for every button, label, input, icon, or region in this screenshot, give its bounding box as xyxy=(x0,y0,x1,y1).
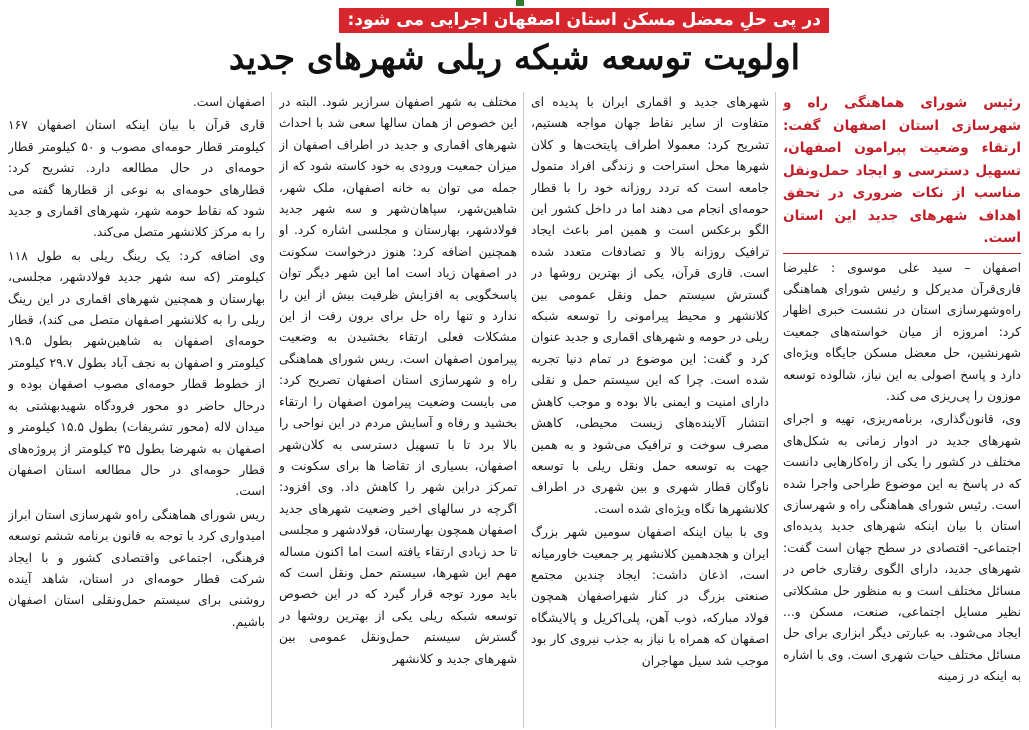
article-column-2 xyxy=(531,92,769,730)
article-column-4 xyxy=(8,92,265,730)
article-columns xyxy=(8,92,1021,730)
headline: اولویت توسعه شبکه ریلی شهرهای جدید xyxy=(228,38,801,78)
column-divider xyxy=(523,92,524,728)
kicker-label: در پی حلِ معضل مسکن استان اصفهان اجرایی می شود: xyxy=(339,8,829,33)
paragraph: قاری قرآن با بیان اینکه استان اصفهان ۱۶۷ کیلومتر قطار حومه‌ای مصوب و ۵۰ کیلومتر قطار حومه‌ای در حال مطالعه دارد. تشریح کرد: قطارهای حومه‌ای به نوعی از قطارها گفته می شود که نقاط حومه شهر، شهرهای اقماری و جدید را به مرکز کلانشهر متصل می‌کند. xyxy=(8,118,265,240)
article-column-1 xyxy=(783,92,1021,730)
paragraph: ریس شورای هماهنگی راه‌و شهرسازی استان ابراز امیدواری کرد با توجه به قانون برنامه ششم توسعه فرهنگی، اجتماعی واقتصادی کشور و با ایجاد شرکت قطار حومه‌ای در استان، شاهد آینده روشنی برای سیستم حمل‌ونقلی استان اصفهان باشیم. xyxy=(8,507,265,629)
paragraph: وی، قانون‌گذاری، برنامه‌ریزی، تهیه و اجرای شهرهای جدید در ادوار زمانی به شکل‌های مختلف در کشور را یکی از راه‌کارهایی دانست که در پاسخ به این موضوع طراحی واجرا شده است. رئیس شورای هماهنگی راه و شهرسازی استان با بیان اینکه شهرهای جدید پدیده‌ای اجتماعی- اقتصادی در سطح جهان است گفت: شهرهای جدید، دارای الگوی رفتاری خاص در مسائل مختلف است و به منظور حل مشکلاتی نظیر مسایل اجتماعی، صنعت، مسکن و... ایجاد می‌شود. به عبارتی دیگر ابزاری برای حل مسائل مختلف حیات شهری است. وی با اشاره به اینکه در زمینه xyxy=(783,412,1021,684)
article-column-3 xyxy=(279,92,517,730)
paragraph: اصفهان – سید علی موسوی : علیرضا قاری‌قرآن مدیرکل و رئیس شورای هماهنگی راه‌وشهرسازی استان در نشست خبری اظهار کرد: امروزه از میان خواسته‌های جمعیت شهرنشین، حل معضل مسکن جایگاه ویژه‌ای دارد و پاسخ اصولی به این نیاز، شالوده توسعه موزون را پی‌ریزی می کند. xyxy=(783,260,1021,403)
paragraph: شهرهای جدید و اقماری ایران با پدیده ای متفاوت از سایر نقاط جهان مواجه هستیم، تشریح کرد: معمولا اطراف پایتخت‌ها و کلان شهرها محل استراحت و زندگی افراد متمول جامعه است که تردد روزانه خود را با قطار حومه‌ای انجام می دهند اما در داخل کشور این الگو برعکس است و همین امر باعث ایجاد ترافیک روزانه بالا و تصادفات متعدد شده است. قاری قرآن، یکی از بهترین روشها در گسترش سیستم حمل ونقل عمومی بین کلانشهر و محیط پیرامونی را توسعه شبکه ریلی در حومه و شهرهای اقماری و جدید عنوان کرد و گفت: این موضوع در تمام دنیا تجربه شده است. چرا که این سیستم حمل و نقلی دارای امنیت و ایمنی بالا بوده و موجب کاهش انتشار آلاینده‌های زیست محیطی، کاهش مصرف سوخت و ترافیک می‌شود و به همین جهت به توسعه حمل ونقل ریلی با توسعه ناوگان قطار شهری و بین شهری در اطراف کلانشهرها نگاه ویژه‌ای شده است. xyxy=(531,95,769,516)
paragraph: وی با بیان اینکه اصفهان سومین شهر بزرگ ایران و هجدهمین کلانشهر پر جمعیت خاورمیانه است، اذعان داشت: ایجاد چندین مجتمع صنعتی بزرگ در کنار شهراصفهان همچون فولاد مبارکه، ذوب آهن، پلی‌اکریل و پالایشگاه اصفهان که همراه با نیاز به جذب نیروی کار بود موجب شد سیل مهاجران xyxy=(531,525,769,668)
lead-paragraph: رئیس شورای هماهنگی راه و شهرسازی استان اصفهان گفت: ارتقاء وضعیت پیرامون اصفهان، تسهیل دسترسی و ایجاد حمل‌ونقل مناسب از نکات ضروری در تحقق اهداف شهرهای جدید این استان است. xyxy=(783,92,1021,254)
paragraph: اصفهان است. xyxy=(192,95,265,109)
paragraph: وی اضافه کرد: یک رینگ ریلی به طول ۱۱۸ کیلومتر (که سه شهر جدید فولادشهر، مجلسی، بهارستان و همچنین شهرهای اقماری در این رینگ ریلی را به کلانشهر اصفهان متصل می کند)، قطار حومه‌ای اصفهان به شاهین‌شهر بطول ۱۹.۵ کیلومتر و اصفهان به نجف آباد بطول ۲۹.۷ کیلومتر از خطوط قطار حومه‌ای مصوب اصفهان بوده و درحال حاضر دو محور فرودگاه شهیدبهشتی به میدان لاله (محور تشریفات) بطول ۱۵.۵ کیلومتر و اصفهان به شهرضا بطول ۳۵ کیلومتر از پروژه‌های قطار حومه‌ای در حال مطالعه استان اصفهان است. xyxy=(8,248,265,499)
column-divider xyxy=(271,92,272,728)
paragraph: مختلف به شهر اصفهان سرازیر شود. البته در این خصوص از همان سالها سعی شد با احداث شهرهای اقماری و جدید در اطراف اصفهان از میزان جمعیت ورودی به خود کاسته شود که از جمله می توان به خانه اصفهان، ملک شهر، شاهین‌شهر، سپاهان‌شهر و سه شهر جدید فولادشهر، بهارستان و مجلسی اشاره کرد. او همچنین اضافه کرد: هنوز درخواست سکونت در اصفهان زیاد است اما این شهر دیگر توان پاسخگویی به افزایش ظرفیت بیش از این را ندارد و تنها راه حل برای برون رفت از این مشکلات فعلی ارتقاء بخشیدن به وضعیت پیرامون اصفهان است. ریس شورای هماهنگی راه و شهرسازی استان اصفهان تصریح کرد: می بایست وضعیت پیرامون اصفهان را ارتقاء بخشید و رفاه و آسایش مردم در این نواحی را بالا برد تا با تسهیل دسترسی به کلان‌شهر اصفهان، بسیاری از تقاضا ها برای سکونت و تمرکز دراین شهر را کاهش داد. وی افزود: اگرچه در سالهای اخیر وضعیت شهرهای جدید اصفهان همچون بهارستان، فولادشهر و مجلسی تا حد زیادی ارتقاء یافته است اما اکنون مساله مهم این شهرها، سیستم حمل ونقل است که باید مورد توجه قرار گیرد که در این خصوص توسعه شبکه ریلی یکی از بهترین روشها در گسترش سیستم حمل‌ونقل عمومی بین شهرهای جدید و کلانشهر xyxy=(279,95,517,666)
color-mark xyxy=(516,0,524,6)
column-divider xyxy=(775,92,776,728)
